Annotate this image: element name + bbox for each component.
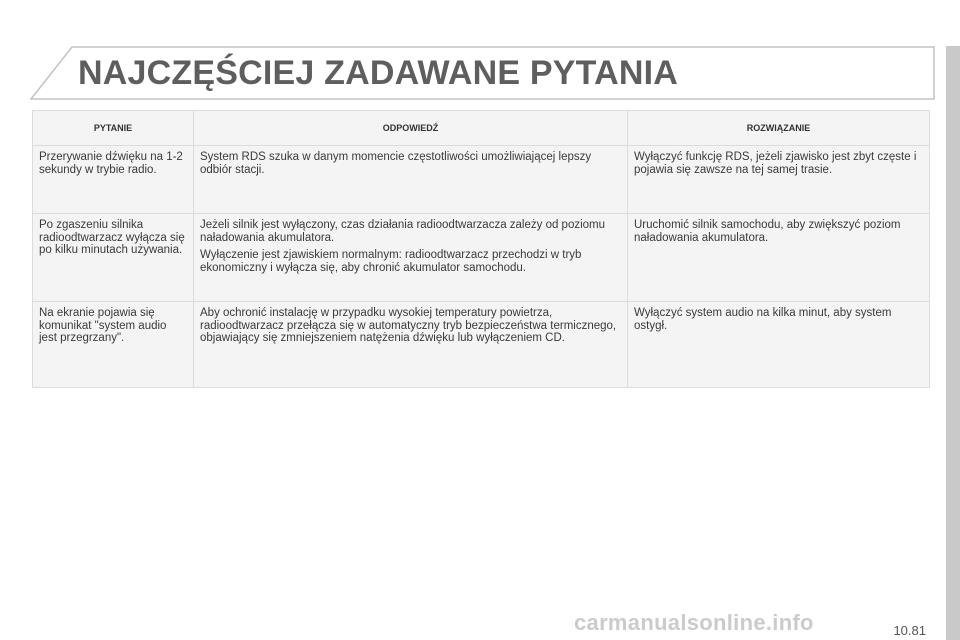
- side-bar: [946, 46, 960, 640]
- table-row: [33, 146, 930, 214]
- answer-cell: [194, 214, 628, 302]
- answer-text: Wyłączenie jest zjawiskiem normalnym: radioodtwarzacz przechodzi w tryb ekonomiczny i wyłącza się, aby chronić akumulator samochodu.: [200, 249, 582, 274]
- solution-cell: Wyłączyć system audio na kilka minut, aby system ostygł.: [628, 302, 930, 388]
- answer-text: Aby ochronić instalację w przypadku wysokiej temperatury powietrza, radioodtwarzacz przełącza się w automatyczny tryb bezpieczeństwa termicznego, objawiający się zmniejszeniem natężenia dźwięku lub wyłączeniem CD.: [200, 307, 617, 344]
- column-header-question: PYTANIE: [33, 111, 194, 146]
- column-header-answer: ODPOWIEDŹ: [194, 111, 628, 146]
- answer-text: Jeżeli silnik jest wyłączony, czas działania radioodtwarzacza zależy od poziomu naładowania akumulatora.: [200, 219, 606, 244]
- question-cell: Przerywanie dźwięku na 1-2 sekundy w trybie radio.: [33, 146, 194, 214]
- answer-text: System RDS szuka w danym momencie częstotliwości umożliwiającej lepszy odbiór stacji.: [200, 151, 592, 176]
- page-title: NAJCZĘŚCIEJ ZADAWANE PYTANIA: [78, 54, 679, 92]
- solution-cell: Uruchomić silnik samochodu, aby zwiększyć poziom naładowania akumulatora.: [628, 214, 930, 302]
- solution-cell: Wyłączyć funkcję RDS, jeżeli zjawisko jest zbyt częste i pojawia się zawsze na tej samej trasie.: [628, 146, 930, 214]
- page-number: 10.81: [893, 623, 926, 638]
- question-cell: Na ekranie pojawia się komunikat "system audio jest przegrzany".: [33, 302, 194, 388]
- table-row: [33, 302, 930, 388]
- table-header-row: [33, 111, 930, 146]
- column-header-solution: ROZWIĄZANIE: [628, 111, 930, 146]
- answer-cell: [194, 302, 628, 388]
- question-cell: Po zgaszeniu silnika radioodtwarzacz wyłącza się po kilku minutach używania.: [33, 214, 194, 302]
- faq-table: [32, 110, 930, 388]
- watermark: carmanualsonline.info: [574, 610, 814, 635]
- table-row: [33, 214, 930, 302]
- answer-cell: [194, 146, 628, 214]
